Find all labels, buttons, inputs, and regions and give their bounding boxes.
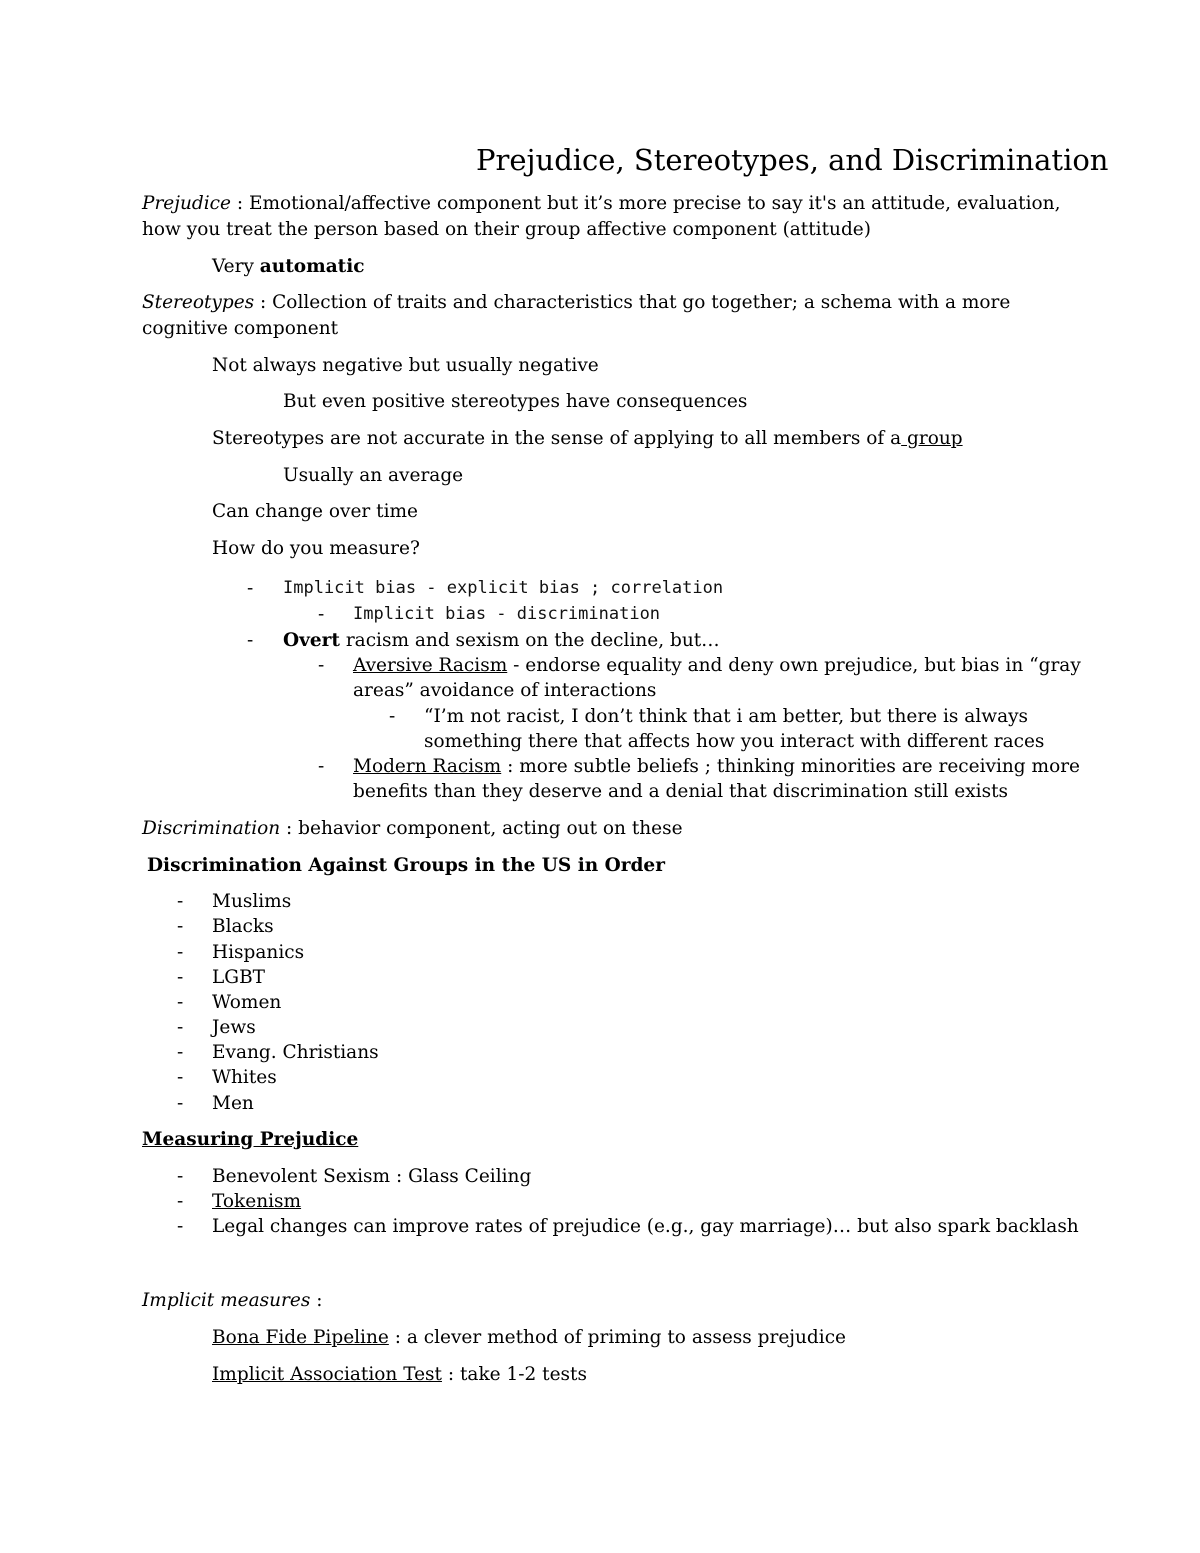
- bullet-aversive-racism-line2: areas” avoidance of interactions: [353, 680, 657, 701]
- separator: :: [310, 1290, 323, 1311]
- stereotypes-definition-line2: cognitive component: [142, 318, 339, 339]
- bullet-overt-racism: [283, 628, 720, 653]
- measuring-heading: [142, 1127, 358, 1152]
- measuring-item-legal: Legal changes can improve rates of prejudice (e.g., gay marriage)… but also spark backlash: [212, 1216, 1079, 1237]
- bullet-dash: -: [177, 1216, 184, 1237]
- stereotypes-definition-line1: [142, 290, 1010, 315]
- separator: :: [280, 818, 299, 839]
- separator: :: [230, 193, 249, 214]
- bullet-dash: -: [177, 1067, 184, 1088]
- measuring-heading-text: Measuring Prejudice: [142, 1129, 359, 1150]
- bullet-dash: -: [318, 655, 325, 676]
- bullet-quote-line2: something there that affects how you interact with different races: [424, 731, 1045, 752]
- bullet-dash: -: [177, 1166, 184, 1187]
- prejudice-definition-text: Emotional/affective component but it’s more precise to say it's an attitude, evaluation,: [248, 193, 1061, 214]
- group-underlined: group: [901, 428, 963, 449]
- modern-racism-term: Modern Racism: [353, 756, 502, 777]
- group-item: Hispanics: [212, 942, 305, 963]
- bullet-dash: -: [318, 756, 325, 777]
- group-item: Men: [212, 1093, 254, 1114]
- bullet-dash: -: [177, 1093, 184, 1114]
- note-not-accurate: [212, 426, 963, 451]
- group-item: Whites: [212, 1067, 277, 1088]
- overt-bold: Overt: [283, 630, 340, 651]
- stereotypes-term: Stereotypes: [142, 292, 255, 313]
- not-accurate-text: Stereotypes are not accurate in the sense of applying to all members of a: [212, 428, 902, 449]
- bullet-implicit-discrimination: Implicit bias - discrimination: [353, 604, 661, 624]
- note-positive-consequences: But even positive stereotypes have consequences: [283, 391, 748, 412]
- bullet-dash: -: [318, 604, 325, 625]
- discrimination-term: Discrimination: [142, 818, 281, 839]
- group-item: Jews: [212, 1017, 256, 1038]
- bullet-dash: -: [177, 891, 184, 912]
- bullet-dash: -: [247, 630, 254, 651]
- group-item: Evang. Christians: [212, 1042, 379, 1063]
- implicit-measures-label: [142, 1288, 322, 1313]
- page-title: Prejudice, Stereotypes, and Discrimination: [476, 143, 1109, 177]
- discrimination-text: behavior component, acting out on these: [298, 818, 683, 839]
- discrimination-definition: [142, 816, 683, 841]
- bullet-dash: -: [177, 916, 184, 937]
- group-item: LGBT: [212, 967, 265, 988]
- measuring-item-benevolent: Benevolent Sexism : Glass Ceiling: [212, 1166, 532, 1187]
- stereotypes-definition-text: Collection of traits and characteristics that go together; a schema with a more: [272, 292, 1011, 313]
- bona-fide-pipeline-note: [212, 1325, 846, 1350]
- bona-fide-text: : a clever method of priming to assess prejudice: [388, 1327, 847, 1348]
- group-item: Muslims: [212, 891, 292, 912]
- bullet-quote-line1: “I’m not racist, I don’t think that i am better, but there is always: [424, 706, 1029, 727]
- iat-note: [212, 1362, 587, 1387]
- note-not-always-negative: Not always negative but usually negative: [212, 355, 599, 376]
- automatic-text: automatic: [259, 256, 365, 277]
- aversive-racism-term: Aversive Racism: [353, 655, 508, 676]
- group-item: Women: [212, 992, 282, 1013]
- prejudice-definition-line1: [142, 191, 1060, 216]
- aversive-racism-text: - endorse equality and deny own prejudice, but bias in “gray: [507, 655, 1081, 676]
- very-automatic-note: [212, 254, 365, 279]
- bullet-dash: -: [177, 992, 184, 1013]
- bullet-dash: -: [177, 1191, 184, 1212]
- tokenism-term: Tokenism: [212, 1191, 302, 1212]
- bullet-dash: -: [389, 706, 396, 727]
- iat-term: Implicit Association Test: [212, 1364, 442, 1385]
- very-text: Very: [212, 256, 260, 277]
- overt-rest: racism and sexism on the decline, but…: [339, 630, 720, 651]
- note-usually-average: Usually an average: [283, 465, 464, 486]
- separator: :: [254, 292, 273, 313]
- bullet-implicit-explicit: Implicit bias - explicit bias ; correlation: [283, 578, 724, 598]
- bona-fide-term: Bona Fide Pipeline: [212, 1327, 389, 1348]
- bullet-dash: -: [247, 578, 254, 599]
- bullet-dash: -: [177, 1042, 184, 1063]
- implicit-measures-term: Implicit measures: [142, 1290, 311, 1311]
- modern-racism-text: : more subtle beliefs ; thinking minorities are receiving more: [501, 756, 1080, 777]
- groups-heading-text: Discrimination Against Groups in the US in Order: [147, 855, 665, 876]
- bullet-modern-racism-line1: [353, 754, 1080, 779]
- group-item: Blacks: [212, 916, 274, 937]
- prejudice-term: Prejudice: [142, 193, 231, 214]
- bullet-aversive-racism-line1: [353, 653, 1081, 678]
- bullet-modern-racism-line2: benefits than they deserve and a denial that discrimination still exists: [353, 781, 1009, 802]
- prejudice-definition-line2: how you treat the person based on their group affective component (attitude): [142, 219, 871, 240]
- bullet-dash: -: [177, 942, 184, 963]
- measuring-item-tokenism: [212, 1189, 301, 1214]
- note-change-over-time: Can change over time: [212, 501, 418, 522]
- iat-text: : take 1-2 tests: [441, 1364, 587, 1385]
- bullet-dash: -: [177, 967, 184, 988]
- note-how-measure: How do you measure?: [212, 538, 420, 559]
- groups-heading: [147, 853, 665, 878]
- bullet-dash: -: [177, 1017, 184, 1038]
